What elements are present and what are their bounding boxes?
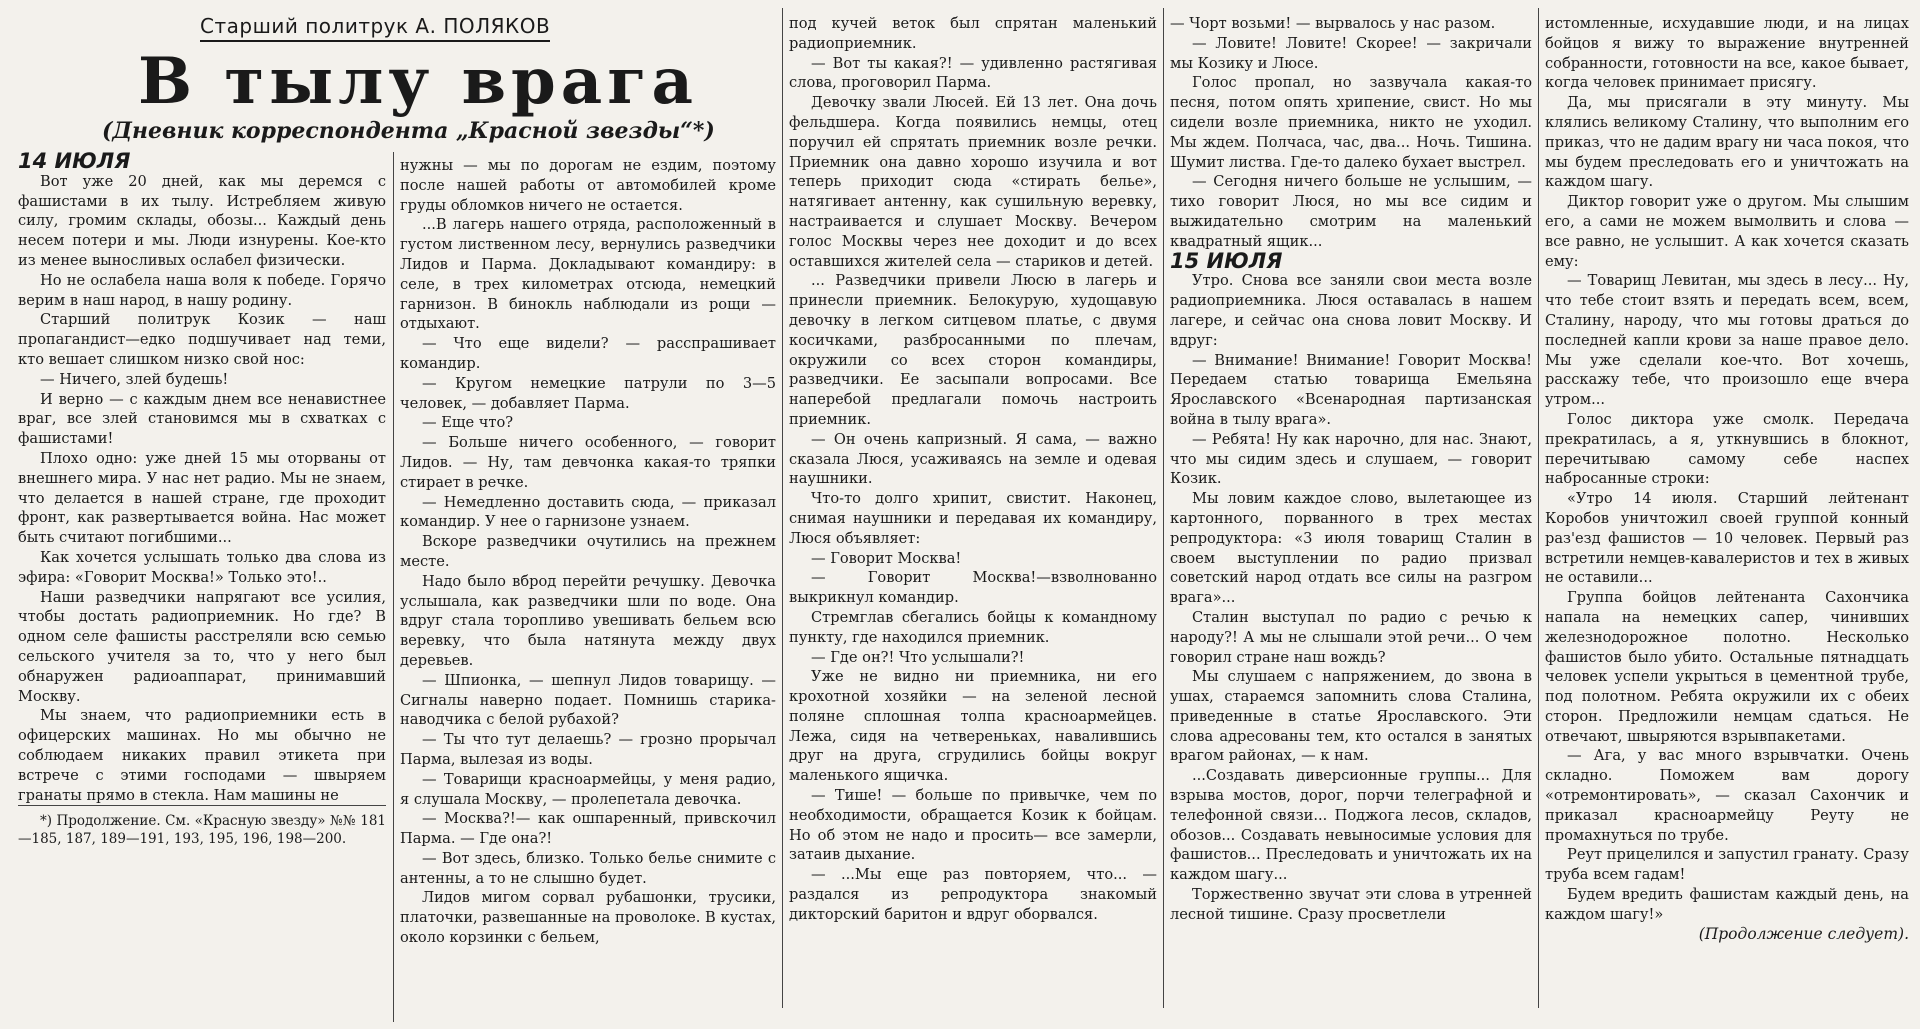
paragraph: Голос пропал, но зазвучала какая-то песня, потом опять хрипение, свист. Но мы сидели возле приемника, никто не уходил. Мы ждем. Полчаса, час, два... Ночь. Тишина. Шумит листва. Где-то далеко бухает выстрел. bbox=[1170, 74, 1532, 171]
paragraph: Девочку звали Люсей. Ей 13 лет. Она дочь фельдшера. Когда появились немцы, отец поручил ей спрятать приемник возле речки. Приемник она давно хорошо изучила и вот теперь приходит сюда «стирать белье», натягивает антенну, как сушильную веревку, настраивается и слушает Москву. Вечером голос Москвы через нее доходит и до всех оставшихся жителей села — стариков и детей. bbox=[789, 94, 1157, 270]
paragraph: Старший политрук Козик — наш пропагандист—едко подшучивает над теми, кто вешает слишком низко свой нос: bbox=[18, 311, 386, 368]
paragraph: Будем вредить фашистам каждый день, на каждом шагу!» bbox=[1545, 886, 1909, 923]
paragraph: — Сегодня ничего больше не услышим, — тихо говорит Люся, но мы все сидим и выжидательно смотрим на маленький квадратный ящик... bbox=[1170, 173, 1532, 250]
paragraph: — Ты что тут делаешь? — грозно прорычал Парма, вылезая из воды. bbox=[400, 731, 776, 768]
paragraph: — Больше ничего особенного, — говорит Лидов. — Ну, там девчонка какая-то тряпки стирает в речке. bbox=[400, 434, 776, 491]
paragraph: — Ловите! Ловите! Скорее! — закричали мы Козику и Люсе. bbox=[1170, 34, 1532, 72]
paragraph: «Утро 14 июля. Старший лейтенант Коробов уничтожил своей группой конный раз'езд фашистов — 10 человек. Первый раз встретили немцев-кавалеристов и тех в живых не оставили... bbox=[1545, 490, 1909, 587]
paragraph: — ...Мы еще раз повторяем, что... — раздался из репродуктора знакомый дикторский баритон и вдруг оборвался. bbox=[789, 866, 1157, 923]
paragraph: истомленные, исхудавшие люди, и на лицах бойцов я вижу то выражение внутренней собранности, готовности на все, какое бывает, когда человек принимает присягу. bbox=[1545, 15, 1909, 92]
diary-date-july-15: 15 ИЮЛЯ bbox=[1170, 248, 1283, 273]
author-byline: Старший политрук А. ПОЛЯКОВ bbox=[200, 14, 550, 42]
paragraph: ...В лагерь нашего отряда, расположенный в густом лиственном лесу, вернулись разведчики Лидов и Парма. Докладывают командиру: в селе, в трех километрах отсюда, немецкий гарнизон. В бинокль наблюдали из рощи — отдыхают. bbox=[400, 216, 776, 333]
paragraph: И верно — с каждым днем все ненавистнее враг, все злей становимся мы в схватках с фашистами! bbox=[18, 390, 386, 448]
paragraph: — Москва?!— как ошпаренный, привскочил Парма. — Где она?! bbox=[400, 810, 776, 848]
paragraph: Стремглав сбегались бойцы к командному пункту, где находился приемник. bbox=[789, 608, 1157, 646]
paragraph: под кучей веток был спрятан маленький радиоприемник. bbox=[789, 15, 1157, 52]
column-rule bbox=[1163, 8, 1164, 1008]
paragraph: — Кругом немецкие патрули по 3—5 человек, — добавляет Парма. bbox=[400, 374, 776, 412]
paragraph: — Тише! — больше по привычке, чем по необходимости, обращается Козик к бойцам. Но об этом не надо и просить— все замерли, затаив дыхание. bbox=[789, 787, 1157, 864]
paragraph: — Говорит Москва! bbox=[811, 549, 962, 567]
paragraph: — Вот здесь, близко. Только белье снимите с антенны, а то не слышно будет. bbox=[400, 849, 776, 887]
paragraph: Торжественно звучат эти слова в утренней лесной тишине. Сразу просветлели bbox=[1170, 886, 1532, 923]
article-column-3 bbox=[785, 14, 1161, 1022]
paragraph: Но не ослабела наша воля к победе. Горячо верим в наш народ, в нашу родину. bbox=[18, 271, 386, 309]
paragraph: — Он очень капризный. Я сама, — важно сказала Люся, усаживаясь на земле и одевая наушники. bbox=[789, 430, 1157, 488]
paragraph: — Еще что? bbox=[422, 414, 514, 432]
paragraph: Вскоре разведчики очутились на прежнем месте. bbox=[400, 533, 776, 570]
article-column-2 bbox=[396, 156, 780, 1029]
paragraph: — Немедленно доставить сюда, — приказал командир. У нее о гарнизоне узнаем. bbox=[400, 493, 776, 531]
paragraph: ... Разведчики привели Люсю в лагерь и принесли приемник. Белокурую, худощавую девочку в легком ситцевом платье, с двумя косичками, разбросанными по плечам, окружили со всех сторон командиры, разведчики. Ее засыпали вопросами. Все наперебой предлагали помочь настроить приемник. bbox=[789, 272, 1157, 428]
paragraph: — Товарищи красноармейцы, у меня радио, я слушала Москву, — пролепетала девочка. bbox=[400, 770, 776, 808]
paragraph: Мы знаем, что радиоприемники есть в офицерских машинах. Но мы обычно не соблюдаем никаких правил этикета при встрече с этими господами — швыряем гранаты прямо в стекла. Нам машины не bbox=[18, 707, 386, 804]
column-rule bbox=[393, 152, 394, 1022]
paragraph: — Ага, у вас много взрывчатки. Очень складно. Поможем вам дорогу «отремонтировать», — сказал Сахончик и приказал красноармейцу Реуту не промахнуться по трубе. bbox=[1545, 747, 1909, 844]
article-column-4 bbox=[1166, 14, 1536, 1022]
paragraph: ...Создавать диверсионные группы... Для взрыва мостов, дорог, порчи телеграфной и телефонной связи... Поджога лесов, складов, обозов... Создавать невыносимые условия для фашистов... Преследовать и уничтожать их на каждом шагу... bbox=[1170, 767, 1532, 884]
paragraph: — Ребята! Ну как нарочно, для нас. Знают, что мы сидим здесь и слушаем, — говорит Козик. bbox=[1170, 430, 1532, 488]
paragraph: — Говорит Москва!—взволнованно выкрикнул командир. bbox=[789, 569, 1157, 607]
paragraph: Как хочется услышать только два слова из эфира: «Говорит Москва!» Только это!.. bbox=[18, 548, 386, 586]
paragraph: Мы ловим каждое слово, вылетающее из картонного, порванного в трех местах репродуктора: «3 июля товарищ Сталин в своем выступлении по радио призвал советский народ отдать все силы на разгром врага»... bbox=[1170, 490, 1532, 607]
paragraph: Плохо одно: уже дней 15 мы оторваны от внешнего мира. У нас нет радио. Мы не знаем, что делается в нашей стране, где проходит фронт, как развертывается война. Нас может быть считают погибшими... bbox=[18, 449, 386, 547]
column-rule bbox=[1538, 8, 1539, 1008]
paragraph: — Ничего, злей будешь! bbox=[40, 370, 229, 388]
paragraph: Надо было вброд перейти речушку. Девочка услышала, как разведчики шли по воде. Она вдруг стала торопливо увешивать бельем всю веревку, что была натянута между двух деревьев. bbox=[400, 572, 776, 669]
paragraph: Группа бойцов лейтенанта Сахончика напала на немецких сапер, чинивших железнодорожное полотно. Несколько фашистов было убито. Остальные пятнадцать человек успели укрыться в цементной трубе, под полотном. Ребята окружили их с обеих сторон. Предложили немцам сдаться. Не отвечают, швыряются взрывпакетами. bbox=[1545, 589, 1909, 745]
paragraph: — Что еще видели? — расспрашивает командир. bbox=[400, 335, 776, 372]
subheadline: (Дневник корреспондента „Красной звезды“*) bbox=[102, 118, 715, 144]
paragraph: — Вот ты какая?! — удивленно растягивая слова, проговорил Парма. bbox=[789, 54, 1157, 92]
paragraph: Да, мы присягали в эту минуту. Мы клялись великому Сталину, что выполним его приказ, что не дадим врагу ни часа покоя, что мы будем преследовать его и уничтожать на каждом шагу. bbox=[1545, 94, 1909, 191]
paragraph: Утро. Снова все заняли свои места возле радиоприемника. Люся оставалась в нашем лагере, и сейчас она снова ловит Москву. И вдруг: bbox=[1170, 272, 1532, 349]
article-column-1 bbox=[14, 152, 390, 1029]
paragraph: — Внимание! Внимание! Говорит Москва! Передаем статью товарища Емельяна Ярославского «Всенародная партизанская война в тылу врага». bbox=[1170, 351, 1532, 428]
paragraph: Диктор говорит уже о другом. Мы слышим его, а сами не можем вымолвить и слова — все равно, не услышит. А как хочется сказать ему: bbox=[1545, 193, 1909, 270]
paragraph: Что-то долго хрипит, свистит. Наконец, снимая наушники и передавая их командиру, Люся объявляет: bbox=[789, 490, 1157, 547]
paragraph: — Товарищ Левитан, мы здесь в лесу... Ну, что тебе стоит взять и передать всем, всем, Сталину, народу, что мы готовы драться до последней капли крови за наше правое дело. Мы уже сделали кое-что. Вот хочешь, расскажу тебе, что произошло еще вчера утром... bbox=[1545, 272, 1909, 409]
paragraph: Сталин выступал по радио с речью к народу?! А мы не слышали этой речи... О чем говорил стране наш вождь? bbox=[1170, 608, 1532, 666]
paragraph: — Чорт возьми! — вырвалось у нас разом. bbox=[1170, 15, 1496, 32]
headline: В тылу врага bbox=[138, 44, 698, 119]
paragraph: Вот уже 20 дней, как мы деремся с фашистами в их тылу. Истребляем живую силу, громим склады, обозы... Каждый день несем потери и мы. Люди изнурены. Кое-кто из менее выносливых ослабел физически. bbox=[18, 172, 386, 269]
article-column-5 bbox=[1541, 14, 1913, 1022]
paragraph: Голос диктора уже смолк. Передача прекратилась, а я, уткнувшись в блокнот, перечитываю самому себе наспех набросанные строки: bbox=[1545, 410, 1909, 488]
paragraph: Наши разведчики напрягают все усилия, чтобы достать радиоприемник. Но где? В одном селе фашисты расстреляли всю семью сельского учителя за то, что у него был обнаружен радиоаппарат, принимавший Москву. bbox=[18, 588, 386, 705]
paragraph: Мы слушаем с напряжением, до звона в ушах, стараемся запомнить слова Сталина, приведенные в статье Ярославского. Эти слова адресованы тем, кто остался в занятых врагом районах, — к нам. bbox=[1170, 668, 1532, 765]
paragraph: нужны — мы по дорогам не ездим, поэтому после нашей работы от автомобилей кроме груды обломков ничего не остается. bbox=[400, 157, 776, 214]
paragraph: — Шпионка, — шепнул Лидов товарищу. — Сигналы наверно подает. Помнишь старика-наводчика с белой рубахой? bbox=[400, 671, 776, 729]
footnote: *) Продолжение. См. «Красную звезду» №№ 181—185, 187, 189—191, 193, 195, 196, 198—200. bbox=[18, 805, 386, 848]
paragraph: Уже не видно ни приемника, ни его крохотной хозяйки — на зеленой лесной поляне сплошная толпа красноармейцев. Лежа, сидя на четвереньках, навалившись друг на друга, сгрудились бойцы вокруг маленького ящичка. bbox=[789, 668, 1157, 785]
continued-note: (Продолжение следует). bbox=[1698, 924, 1909, 943]
paragraph: — Где он?! Что услышали?! bbox=[811, 648, 1025, 666]
column-rule bbox=[782, 8, 783, 1008]
paragraph: Реут прицелился и запустил гранату. Сразу труба всем гадам! bbox=[1545, 846, 1909, 884]
diary-date-july-14: 14 ИЮЛЯ bbox=[18, 152, 131, 173]
paragraph: Лидов мигом сорвал рубашонки, трусики, платочки, развешанные на проволоке. В кустах, около корзинки с бельем, bbox=[400, 889, 776, 947]
